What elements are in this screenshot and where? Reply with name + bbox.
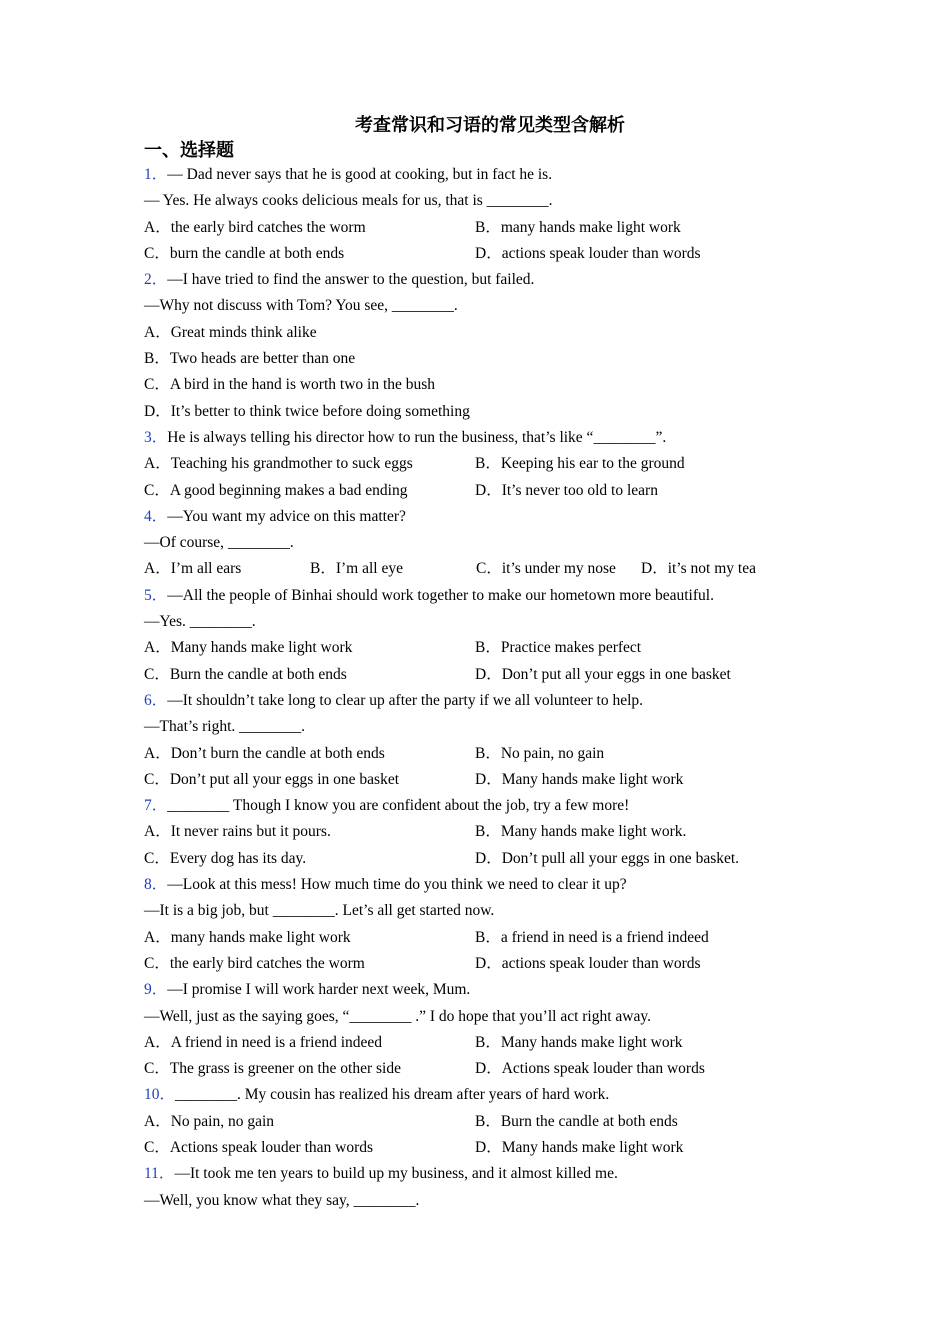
question-stem: —You want my advice on this matter?	[167, 507, 406, 525]
options-row	[144, 1135, 824, 1161]
question-number: 2．	[144, 271, 168, 289]
question-stem-line: —That’s right. ________.	[144, 718, 306, 736]
option-d[interactable]: D．Actions speak louder than words	[475, 1060, 705, 1078]
document-title: 考查常识和习语的常见类型含解析	[355, 115, 625, 135]
question-6	[144, 688, 824, 714]
question-10	[144, 1082, 824, 1108]
options-row	[144, 556, 824, 582]
options-row	[144, 951, 824, 977]
option-b[interactable]: B．Many hands make light work.	[475, 823, 687, 841]
option-b[interactable]: B．No pain, no gain	[475, 744, 605, 762]
question-number: 3．	[144, 428, 168, 446]
option-a[interactable]: A．Don’t burn the candle at both ends	[144, 744, 385, 762]
question-stem: —It shouldn’t take long to clear up after the party if we all volunteer to help.	[167, 691, 644, 709]
question-number: 10．	[144, 1086, 176, 1104]
options-row	[144, 925, 824, 951]
question-stem-line: —Why not discuss with Tom? You see, ________.	[144, 297, 458, 315]
option-a[interactable]: A．It never rains but it pours.	[144, 823, 331, 841]
question-number: 11．	[144, 1165, 175, 1183]
option-b[interactable]: B．Burn the candle at both ends	[475, 1112, 678, 1130]
option-c[interactable]: C．burn the candle at both ends	[144, 244, 345, 262]
question-stem-line: — Yes. He always cooks delicious meals for us, that is ________.	[144, 192, 553, 210]
options-row	[144, 635, 824, 661]
option-c[interactable]: C．Actions speak louder than words	[144, 1138, 374, 1156]
question-stem: —It took me ten years to build up my business, and it almost killed me.	[174, 1165, 618, 1183]
option-d[interactable]: D．It’s never too old to learn	[475, 481, 658, 499]
option-d[interactable]: D．Don’t put all your eggs in one basket	[475, 665, 731, 683]
question-2	[144, 267, 824, 293]
options-row	[144, 1030, 824, 1056]
option-a[interactable]: A．Many hands make light work	[144, 639, 353, 657]
option-d[interactable]: D．It’s better to think twice before doing something	[144, 402, 470, 420]
option-b[interactable]: B．I’m all eye	[310, 560, 403, 578]
question-stem: ________. My cousin has realized his dream after years of hard work.	[175, 1086, 610, 1104]
option-a[interactable]: A．I’m all ears	[144, 560, 242, 578]
question-stem-line: —Yes. ________.	[144, 613, 256, 631]
option-c[interactable]: C．Every dog has its day.	[144, 849, 307, 867]
question-stem: — Dad never says that he is good at cooking, but in fact he is.	[167, 166, 553, 183]
question-number: 9．	[144, 981, 168, 999]
question-stem: —I have tried to find the answer to the question, but failed.	[167, 271, 535, 289]
option-d[interactable]: D．Many hands make light work	[475, 1138, 684, 1156]
question-stem: He is always telling his director how to run the business, that’s like “________”.	[167, 428, 667, 446]
question-5	[144, 583, 824, 609]
option-b[interactable]: B．Many hands make light work	[475, 1033, 683, 1051]
question-number: 7．	[144, 797, 168, 815]
question-stem: —All the people of Binhai should work together to make our hometown more beautiful.	[167, 586, 714, 604]
question-number: 6．	[144, 691, 168, 709]
option-c[interactable]: C．A good beginning makes a bad ending	[144, 481, 408, 499]
document-page	[144, 112, 824, 1214]
question-11	[144, 1161, 824, 1187]
option-c[interactable]: C．Burn the candle at both ends	[144, 665, 347, 683]
question-7	[144, 793, 824, 819]
question-4	[144, 504, 824, 530]
question-stem-line: —Well, just as the saying goes, “________ .” I do hope that you’ll act right away.	[144, 1007, 651, 1025]
option-d[interactable]: D．actions speak louder than words	[475, 244, 701, 262]
question-number: 4．	[144, 507, 168, 525]
question-stem-line: —Of course, ________.	[144, 534, 294, 552]
option-b[interactable]: B．Keeping his ear to the ground	[475, 455, 685, 473]
option-b[interactable]: B．a friend in need is a friend indeed	[475, 928, 709, 946]
option-b[interactable]: B．Practice makes perfect	[475, 639, 642, 657]
option-b[interactable]: B．many hands make light work	[475, 218, 681, 236]
options-row	[144, 767, 824, 793]
option-c[interactable]: C．A bird in the hand is worth two in the bush	[144, 376, 436, 394]
options-row	[144, 478, 824, 504]
option-c[interactable]: C．it’s under my nose	[476, 560, 616, 578]
options-row	[144, 662, 824, 688]
question-stem: —I promise I will work harder next week, Mum.	[167, 981, 471, 999]
question-stem: —Look at this mess! How much time do you think we need to clear it up?	[167, 876, 627, 894]
option-c[interactable]: C．the early bird catches the worm	[144, 954, 365, 972]
question-number: 8．	[144, 876, 168, 894]
question-number: 5．	[144, 586, 168, 604]
options-row	[144, 451, 824, 477]
option-a[interactable]: A．Great minds think alike	[144, 323, 317, 341]
option-d[interactable]: D．Don’t pull all your eggs in one basket.	[475, 849, 740, 867]
options-row	[144, 215, 824, 241]
option-a[interactable]: A．the early bird catches the worm	[144, 218, 366, 236]
option-a[interactable]: A．A friend in need is a friend indeed	[144, 1033, 383, 1051]
question-1	[144, 162, 824, 188]
option-c[interactable]: C．Don’t put all your eggs in one basket	[144, 770, 400, 788]
option-d[interactable]: D．actions speak louder than words	[475, 954, 701, 972]
question-9	[144, 977, 824, 1003]
option-a[interactable]: A．many hands make light work	[144, 928, 351, 946]
option-a[interactable]: A．Teaching his grandmother to suck eggs	[144, 455, 413, 473]
options-row	[144, 241, 824, 267]
options-row	[144, 741, 824, 767]
option-d[interactable]: D．Many hands make light work	[475, 770, 684, 788]
options-row	[144, 1109, 824, 1135]
options-row	[144, 819, 824, 845]
question-8	[144, 872, 824, 898]
question-stem-line: —Well, you know what they say, ________.	[144, 1191, 420, 1209]
question-number: 1．	[144, 166, 168, 183]
options-row	[144, 846, 824, 872]
question-3	[144, 425, 824, 451]
option-c[interactable]: C．The grass is greener on the other side	[144, 1060, 401, 1078]
option-b[interactable]: B．Two heads are better than one	[144, 350, 356, 368]
section-heading: 一、选择题	[144, 140, 234, 160]
options-row	[144, 1056, 824, 1082]
question-stem: ________ Though I know you are confident about the job, try a few more!	[167, 797, 630, 815]
question-stem-line: —It is a big job, but ________. Let’s all get started now.	[144, 902, 495, 920]
option-d[interactable]: D．it’s not my tea	[641, 560, 756, 578]
option-a[interactable]: A．No pain, no gain	[144, 1112, 275, 1130]
